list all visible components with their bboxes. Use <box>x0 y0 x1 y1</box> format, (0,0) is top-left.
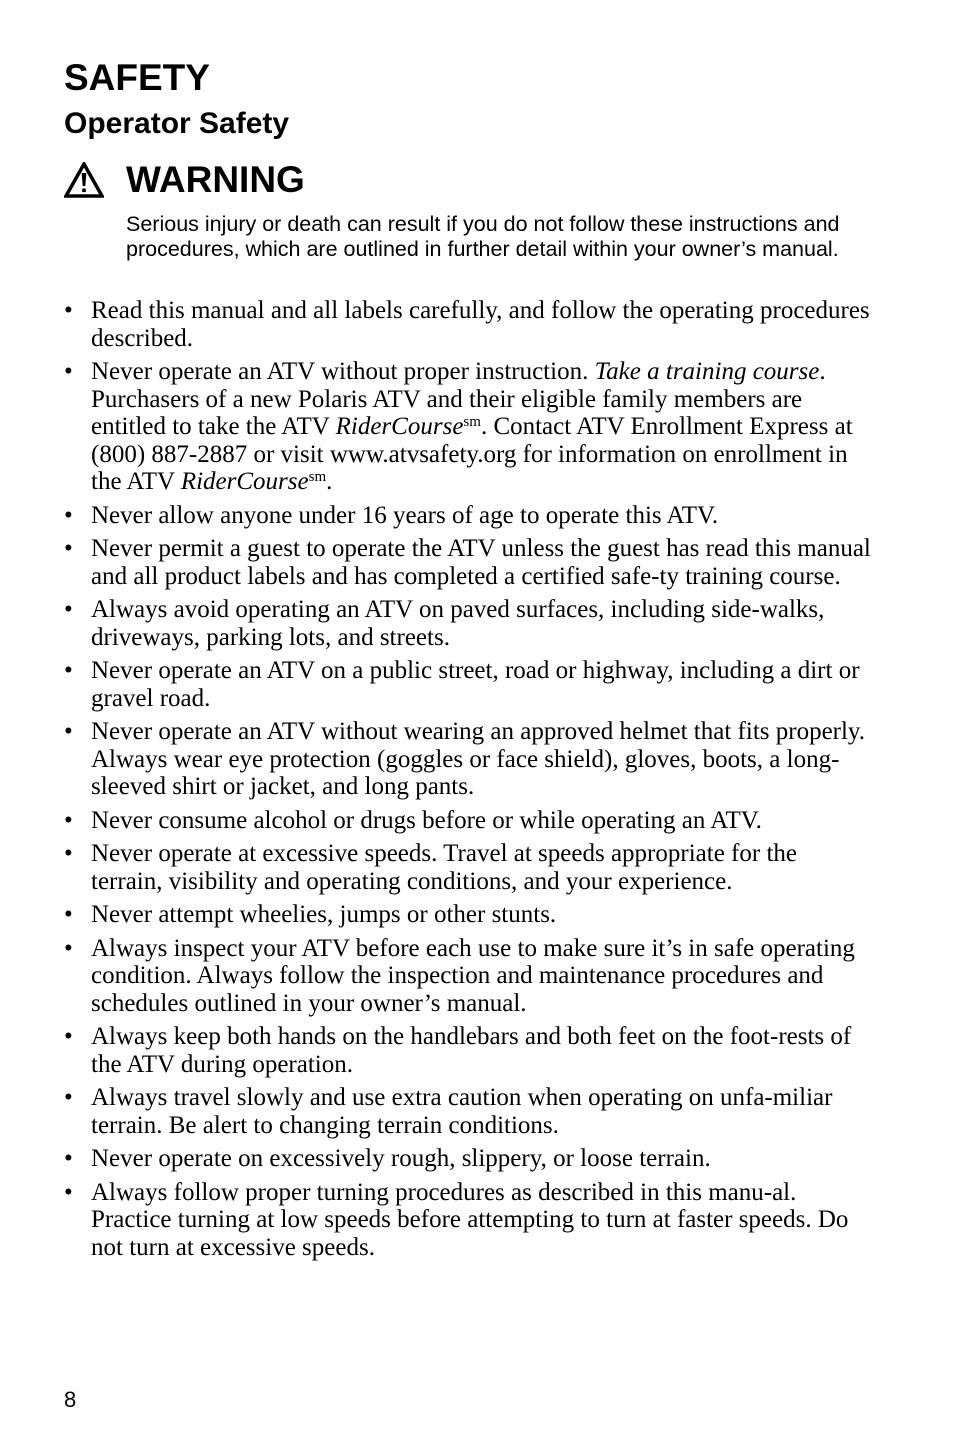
bullet-dot: • <box>64 535 73 562</box>
bullet-text: Always keep both hands on the handlebars and both feet on the foot-rests of the ATV during operation. <box>91 1023 852 1078</box>
bullet-item <box>64 935 874 1018</box>
page-number: 8 <box>64 1387 77 1412</box>
bullet-dot: • <box>64 934 73 962</box>
bullet-text: Never operate an ATV without wearing an approved helmet that fits properly. Always wear eye protection (goggles or face shield), gloves, boots, a long-sleeved shirt or jacket, and long pants. <box>91 718 866 800</box>
bullet-item <box>64 657 874 712</box>
bullet-text: Never allow anyone under 16 years of age to operate this ATV. <box>91 501 719 529</box>
emphasis-training-course: Take a training course <box>594 358 820 385</box>
bullet-item <box>64 1084 874 1139</box>
bullet-dot: • <box>64 501 73 529</box>
bullet-dot: • <box>64 840 73 867</box>
bullet-dot: • <box>64 1178 73 1206</box>
warning-triangle-icon <box>64 162 104 198</box>
bullet-item <box>64 1023 874 1078</box>
bullet-text: Always avoid operating an ATV on paved surfaces, including side-walks, driveways, parking lots, and streets. <box>91 596 825 651</box>
bullet-item <box>64 502 874 530</box>
bullet-dot: • <box>64 901 73 928</box>
bullet-item <box>64 297 874 352</box>
bullet-dot: • <box>64 1084 73 1111</box>
warning-header <box>64 156 305 204</box>
emphasis-ridercourse: RiderCourse <box>180 468 309 495</box>
bullet-item <box>64 1179 874 1262</box>
bullet-dot: • <box>64 1023 73 1050</box>
text-run: Never operate an ATV without proper instruction. <box>91 358 595 385</box>
bullet-dot: • <box>64 297 73 324</box>
bullet-text: Never operate an ATV on a public street, road or highway, including a dirt or gravel road. <box>91 657 860 712</box>
bullet-item <box>64 840 874 895</box>
service-mark: sm <box>463 414 481 430</box>
bullet-text: Never operate on excessively rough, slippery, or loose terrain. <box>91 1145 711 1172</box>
bullet-dot: • <box>64 1145 73 1172</box>
bullet-dot: • <box>64 358 73 385</box>
subsection-title: Operator Safety <box>64 107 290 140</box>
bullet-dot: • <box>64 806 73 834</box>
bullet-item <box>64 901 874 929</box>
bullet-text-training <box>91 358 853 495</box>
warning-text: Serious injury or death can result if you do not follow these instructions and procedures, which are outlined in further detail within your owner’s manual. <box>126 212 840 261</box>
safety-bullet-list <box>64 297 874 1267</box>
warning-label: WARNING <box>126 159 305 200</box>
bullet-item <box>64 807 874 835</box>
bullet-item <box>64 535 874 590</box>
bullet-text: Never consume alcohol or drugs before or while operating an ATV. <box>91 806 762 834</box>
section-title: SAFETY <box>64 57 210 98</box>
bullet-dot: • <box>64 657 73 684</box>
bullet-text: Read this manual and all labels carefully, and follow the operating procedures described. <box>91 297 870 352</box>
text-run: . Contact ATV Enrollment Express at (800) 887-2887 or visit www.atvsafety.org for information on enrollment in the ATV <box>91 413 853 495</box>
bullet-text: Never attempt wheelies, jumps or other stunts. <box>91 901 557 928</box>
bullet-item <box>64 596 874 651</box>
emphasis-ridercourse: RiderCourse <box>335 413 464 440</box>
bullet-item <box>64 718 874 801</box>
bullet-item <box>64 358 874 496</box>
text-run: . Purchasers of a new Polaris ATV and their eligible family members are entitled to take the ATV <box>91 358 826 440</box>
bullet-text: Always travel slowly and use extra caution when operating on unfa-miliar terrain. Be alert to changing terrain conditions. <box>91 1084 833 1139</box>
bullet-text: Never permit a guest to operate the ATV unless the guest has read this manual and all product labels and has completed a certified safe-ty training course. <box>91 535 871 590</box>
bullet-dot: • <box>64 596 73 623</box>
bullet-text: Always follow proper turning procedures as described in this manu-al. Practice turning at low speeds before attempting to turn at faster speeds. Do not turn at excessive speeds. <box>91 1178 849 1261</box>
bullet-item <box>64 1145 874 1173</box>
bullet-dot: • <box>64 718 73 745</box>
text-run: . <box>326 468 333 495</box>
bullet-text: Always inspect your ATV before each use to make sure it’s in safe operating condition. Always follow the inspection and maintenance procedures and schedules outlined in your owner’s manual. <box>91 934 855 1017</box>
service-mark: sm <box>308 469 327 485</box>
bullet-text: Never operate at excessive speeds. Travel at speeds appropriate for the terrain, visibility and operating conditions, and your experience. <box>91 840 797 895</box>
